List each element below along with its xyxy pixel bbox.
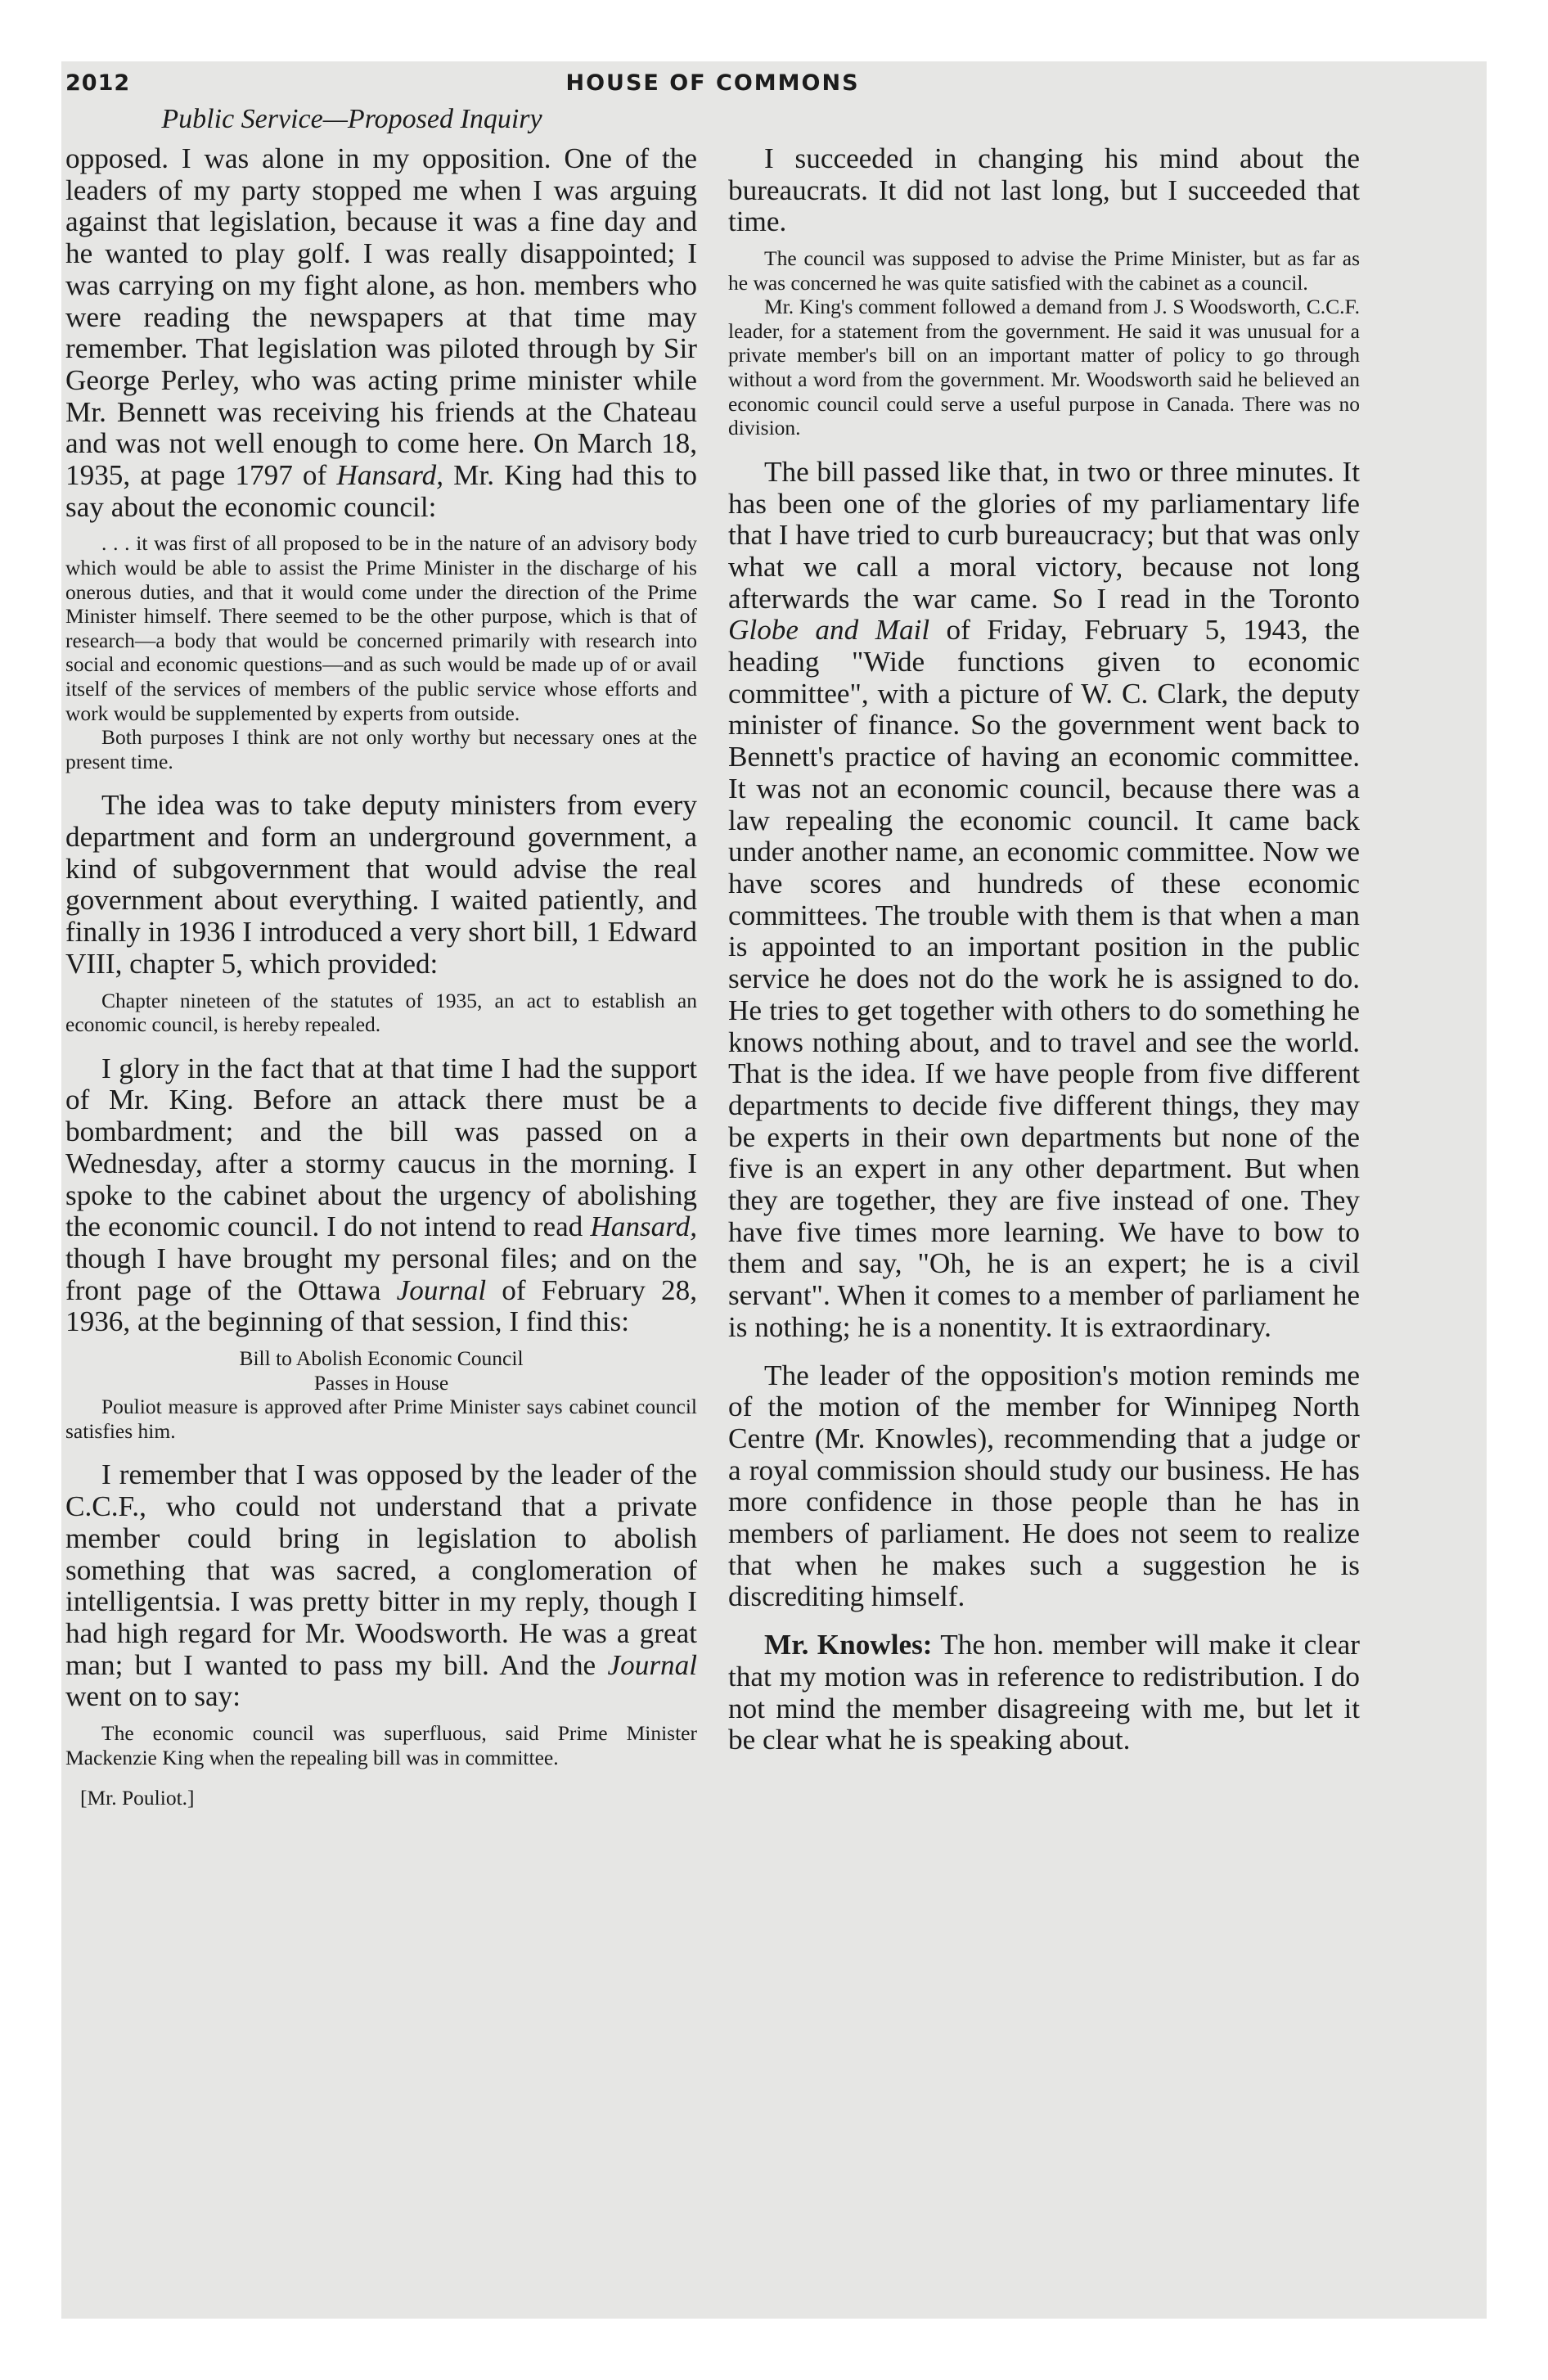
speaker-note: [Mr. Pouliot.] [80,1786,195,1810]
quotation: Chapter nineteen of the statutes of 1935, an act to establish an economic council, is hereby repealed. [65,988,697,1037]
headline: Passes in House [313,1370,449,1395]
speaker-name: Mr. Knowles: [764,1629,933,1661]
headline: Bill to Abolish Economic Council [239,1346,524,1371]
quotation: Pouliot measure is approved after Prime Minister says cabinet council satisfies him. [65,1395,697,1443]
quotation: Both purposes I think are not only worthy but necessary ones at the present time. [65,725,697,773]
paragraph: I remember that I was opposed by the leader of the C.C.F., who could not understand that a private member could bring in legislation to abolish something that was sacred, a conglomeration of intelligentsia. I was pretty bitter in my reply, though I had high regard for Mr. Woodsworth. He was a great man; but I wanted to pass my bill. And the Journal went on to say: [65,1458,697,1713]
paragraph: I glory in the fact that at that time I had the support of Mr. King. Before an attack there must be a bombardment; and the bill was passed on a Wednesday, after a stormy caucus in the morning. I spoke to the cabinet about the urgency of abolishing the economic council. I do not intend to read Hansard, though I have brought my personal files; and on the front page of the Ottawa Journal of February 28, 1936, at the beginning of that session, I find this: [65,1052,697,1338]
journal-title: HOUSE OF COMMONS [565,70,860,96]
paragraph: I succeeded in changing his mind about the bureaucrats. It did not last long, but I succeeded that time. [728,142,1360,238]
paragraph: The idea was to take deputy ministers from every department and form an underground government, a kind of subgovernment that would advise the real government about everything. I waited patiently, and finally in 1936 I introduced a very short bill, 1 Edward VIII, chapter 5, which provided: [65,789,697,980]
page-header [65,70,1360,108]
quotation: The economic council was superfluous, said Prime Minister Mackenzie King when the repealing bill was in committee. [65,1721,697,1769]
quotation: . . . it was first of all proposed to be in the nature of an advisory body which would be able to assist the Prime Minister in the discharge of his onerous duties, and that it would come under the direction of the Prime Minister himself. There seemed to be the other purpose, which is that of research—a body that would be concerned primarily with research into social and economic questions—and as such would be made up of or avail itself of the services of members of the public service whose efforts and work would be supplemented by experts from outside. [65,531,697,725]
page-number: 2012 [65,70,131,96]
quotation: Mr. King's comment followed a demand from J. S Woodsworth, C.C.F. leader, for a statement from the government. He said it was unusual for a private member's bill on an important matter of policy to go through without a word from the government. Mr. Woodsworth said he believed an economic council could serve a useful purpose in Canada. There was no division. [728,295,1360,440]
paragraph: The bill passed like that, in two or three minutes. It has been one of the glories of my parliamentary life that I have tried to curb bureaucracy; but that was only what we call a moral victory, because not long afterwards the war came. So I read in the Toronto Globe and Mail of Friday, February 5, 1943, the heading "Wide functions given to economic committee", with a picture of W. C. Clark, the deputy minister of finance. So the government went back to Bennett's practice of having an economic committee. It was not an economic council, because there was a law repealing the economic council. It came back under another name, an economic committee. Now we have scores and hundreds of these economic committees. The trouble with them is that when a man is appointed to an important position in the public service he does not do the work he is assigned to do. He tries to get together with others to do something he knows nothing about, and to travel and see the world. That is the idea. If we have people from five different departments to decide five different things, they may be experts in their own departments but none of the five is an expert in any other department. But when they are together, they are five instead of one. They have five times more learning. We have to bow to them and say, "Oh, he is an expert; he is a civil servant". When it comes to a member of parliament he is nothing; he is a nonentity. It is extraordinary. [728,455,1360,1343]
paragraph: Mr. Knowles: The hon. member will make it clear that my motion was in reference to redistribution. I do not mind the member disagreeing with me, but let it be clear what he is speaking about. [728,1629,1360,1756]
paragraph: The leader of the opposition's motion reminds me of the motion of the member for Winnipeg North Centre (Mr. Knowles), recommending that a judge or a royal commission should study our business. He has more confidence in those people than he has in members of parliament. He does not seem to realize that when he makes such a suggestion he is discrediting himself. [728,1359,1360,1613]
right-column [728,143,1360,1756]
paragraph: opposed. I was alone in my opposition. One of the leaders of my party stopped me when I was arguing against that legislation, because it was a fine day and he wanted to play golf. I was really disappointed; I was carrying on my fight alone, as hon. members who were reading the newspapers at that time may remember. That legislation was piloted through by Sir George Perley, who was acting prime minister while Mr. Bennett was receiving his friends at the Chateau and was not well enough to come here. On March 18, 1935, at page 1797 of Hansard, Mr. King had this to say about the economic council: [65,142,697,523]
section-subtitle: Public Service—Proposed Inquiry [161,104,542,134]
left-column [65,143,697,1810]
quotation: The council was supposed to advise the Prime Minister, but as far as he was concerned he was quite satisfied with the cabinet as a council. [728,246,1360,295]
